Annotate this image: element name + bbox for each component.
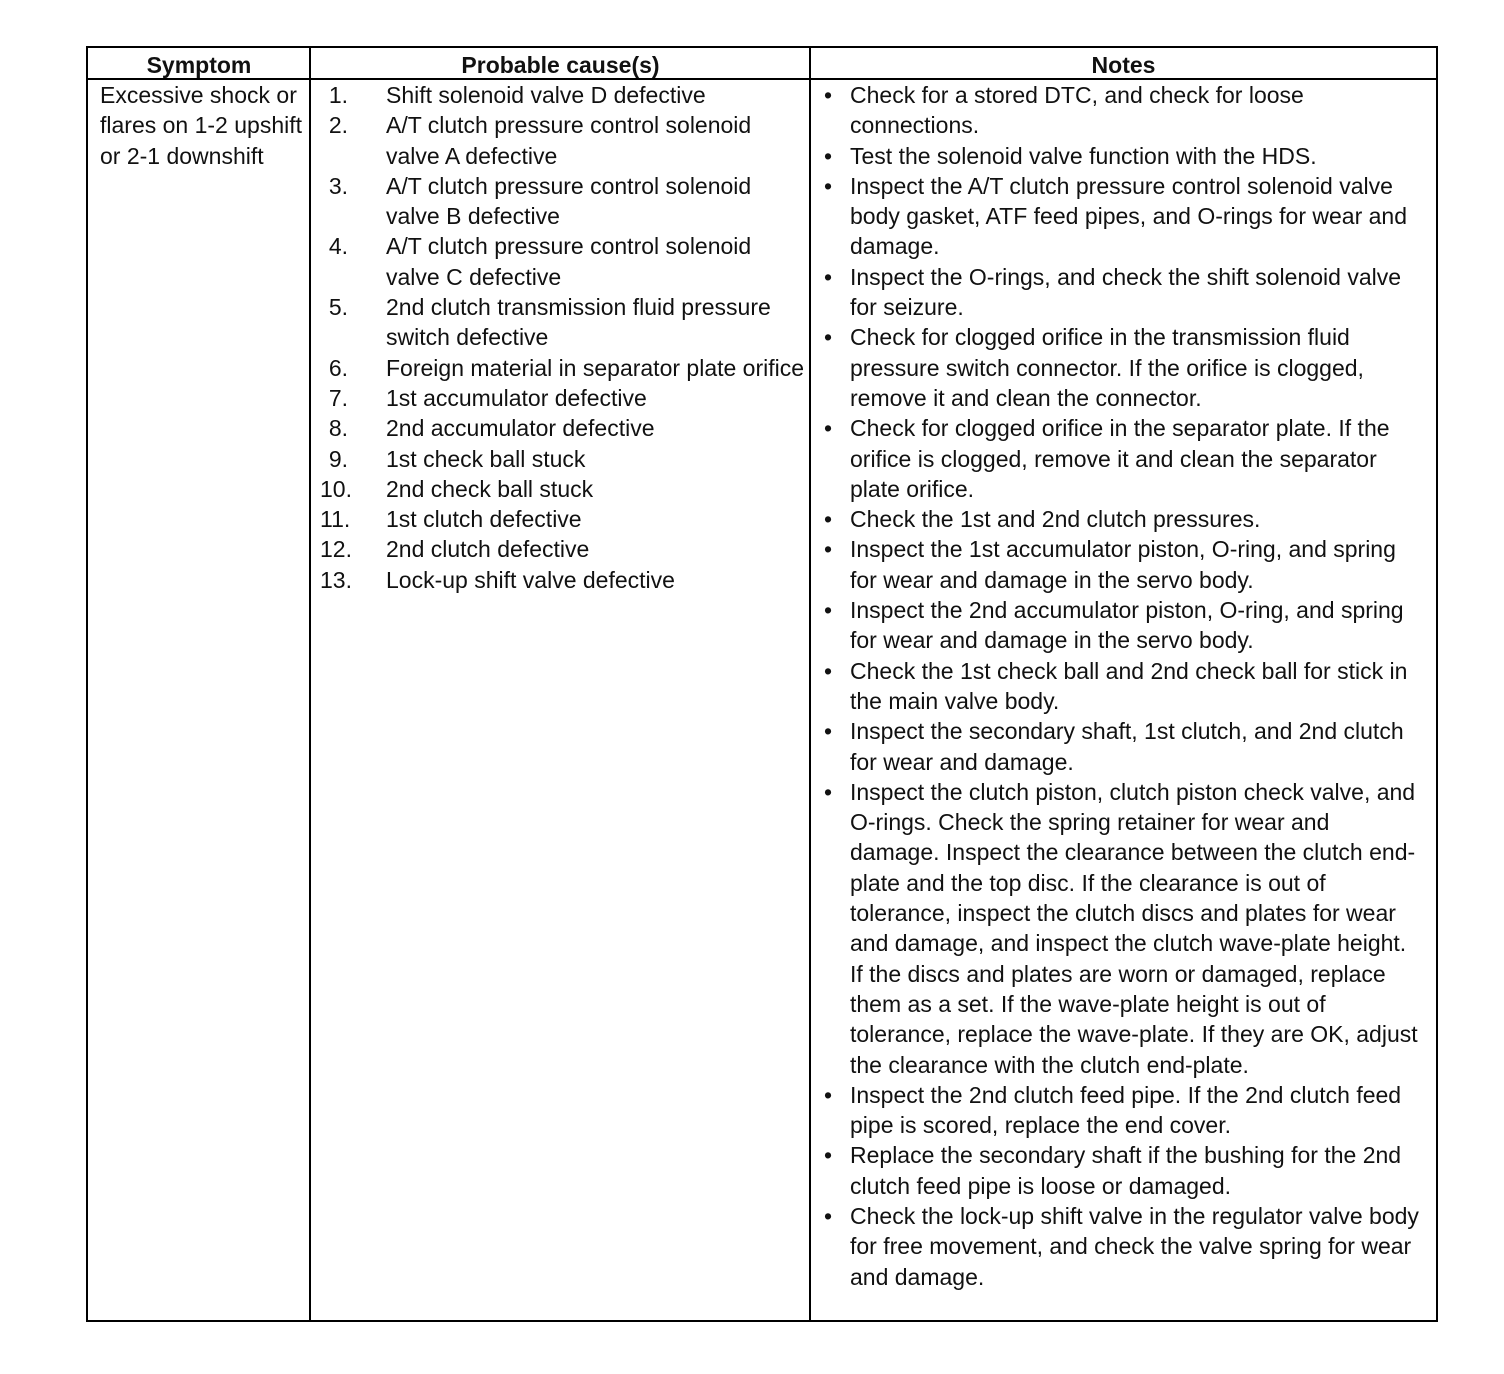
cause-number: 4. [328, 233, 348, 260]
cause-text: A/T clutch pressure control solenoid valve C defective [386, 233, 752, 290]
note-text: Check for clogged orifice in the separator plate. If the orifice is clogged, remove it and clean the separator plate orifice. [850, 415, 1390, 502]
bullet-icon: • [824, 536, 833, 563]
cause-number: 1. [328, 82, 348, 108]
cause-item [320, 413, 805, 443]
cause-text: 1st check ball stuck [386, 445, 586, 472]
cause-item [320, 292, 805, 353]
note-text: Check for clogged orifice in the transmission fluid pressure switch connector. If the orifice is clogged, remove it and clean the connector. [850, 324, 1364, 411]
note-item [824, 1201, 1424, 1292]
note-item [824, 1140, 1424, 1201]
note-text: Check the 1st check ball and 2nd check ball for stick in the main valve body. [850, 657, 1408, 714]
bullet-icon: • [824, 597, 833, 624]
note-item [824, 777, 1424, 1080]
cause-item [320, 231, 805, 292]
note-text: Replace the secondary shaft if the bushing for the 2nd clutch feed pipe is loose or damaged. [850, 1142, 1402, 1199]
header-probable-causes: Probable cause(s) [461, 52, 660, 78]
cause-item [320, 444, 805, 474]
note-item [824, 716, 1424, 777]
cause-item [320, 171, 805, 232]
bullet-icon: • [824, 172, 833, 199]
note-text: Check the 1st and 2nd clutch pressures. [850, 506, 1261, 533]
cause-number: 9. [328, 445, 348, 472]
note-item [824, 656, 1424, 717]
bullet-icon: • [824, 1202, 833, 1229]
note-item [824, 262, 1424, 323]
cause-number: 10. [320, 475, 352, 502]
note-text: Inspect the 2nd clutch feed pipe. If the 2nd clutch feed pipe is scored, replace the end cover. [850, 1081, 1402, 1139]
note-item [824, 504, 1424, 534]
cause-number: 2. [328, 112, 348, 139]
cause-number: 7. [328, 384, 348, 411]
note-item [824, 80, 1424, 141]
note-text: Inspect the 2nd accumulator piston, O-ring, and spring for wear and damage in the servo body. [850, 597, 1404, 654]
cause-text: A/T clutch pressure control solenoid valve B defective [386, 172, 752, 230]
bullet-icon: • [824, 1142, 833, 1169]
note-text: Inspect the A/T clutch pressure control solenoid valve body gasket, ATF feed pipes, and O-rings for wear and damage. [850, 172, 1407, 260]
bullet-icon: • [824, 324, 833, 351]
cause-text: Foreign material in separator plate orifice [386, 354, 805, 381]
note-item [824, 171, 1424, 262]
note-item [824, 534, 1424, 595]
causes-list [320, 80, 805, 595]
cause-number: 8. [328, 415, 348, 442]
cause-item [320, 80, 805, 110]
cause-item [320, 534, 805, 564]
note-text: Inspect the clutch piston, clutch piston check valve, and O-rings. Check the spring retainer for wear and damage. Inspect the clearance between the clutch end-plate and the top disc. If the clearance is out of tolerance, inspect the clutch discs and plates for wear and damage, and inspect the clutch wave-plate height. If the discs and plates are worn or damaged, replace them as a set. If the wave-plate height is out of tolerance, replace the wave-plate. If they are OK, adjust the clearance with the clutch end-plate. [850, 778, 1418, 1078]
cause-text: Shift solenoid valve D defective [386, 82, 706, 108]
cause-item [320, 474, 805, 504]
cause-number: 3. [328, 172, 348, 199]
cause-item [320, 353, 805, 383]
note-item [824, 141, 1424, 171]
note-text: Test the solenoid valve function with the HDS. [850, 142, 1317, 169]
header-notes: Notes [1091, 52, 1156, 78]
cause-text: 2nd accumulator defective [386, 415, 655, 442]
bullet-icon: • [824, 415, 833, 442]
cause-text: 1st clutch defective [386, 506, 582, 533]
note-text: Check the lock-up shift valve in the regulator valve body for free movement, and check the valve spring for wear and damage. [850, 1202, 1419, 1290]
cause-text: Lock-up shift valve defective [386, 566, 675, 593]
bullet-icon: • [824, 778, 833, 805]
note-text: Inspect the secondary shaft, 1st clutch, and 2nd clutch for wear and damage. [850, 718, 1404, 775]
notes-list [824, 80, 1424, 1292]
cause-item [320, 504, 805, 534]
note-item [824, 413, 1424, 504]
cause-item [320, 110, 805, 171]
cause-number: 5. [328, 294, 348, 321]
cause-text: 1st accumulator defective [386, 384, 647, 411]
cause-number: 12. [320, 536, 352, 563]
bullet-icon: • [824, 82, 833, 108]
bullet-icon: • [824, 263, 833, 290]
troubleshooting-table [86, 46, 1438, 1322]
cause-number: 11. [320, 506, 351, 533]
note-item [824, 595, 1424, 656]
note-text: Inspect the 1st accumulator piston, O-ring, and spring for wear and damage in the servo body. [850, 536, 1396, 593]
cause-item [320, 565, 805, 595]
bullet-icon: • [824, 142, 833, 169]
note-text: Inspect the O-rings, and check the shift solenoid valve for seizure. [850, 263, 1402, 321]
bullet-icon: • [824, 657, 833, 684]
cause-text: A/T clutch pressure control solenoid valve A defective [386, 112, 752, 169]
bullet-icon: • [824, 1081, 833, 1108]
header-symptom: Symptom [146, 52, 252, 78]
cause-text: 2nd clutch transmission fluid pressure switch defective [386, 294, 771, 351]
note-item [824, 322, 1424, 413]
column-divider [809, 48, 811, 1320]
cause-number: 6. [328, 354, 348, 381]
bullet-icon: • [824, 718, 833, 745]
note-item [824, 1080, 1424, 1141]
cause-number: 13. [320, 566, 352, 593]
column-divider [309, 48, 311, 1320]
bullet-icon: • [824, 506, 833, 533]
note-text: Check for a stored DTC, and check for loose connections. [850, 82, 1304, 139]
cause-text: 2nd clutch defective [386, 536, 590, 563]
symptom-cell: Excessive shock or flares on 1-2 upshift or 2-1 downshift [100, 82, 303, 169]
cause-text: 2nd check ball stuck [386, 475, 594, 502]
cause-item [320, 383, 805, 413]
